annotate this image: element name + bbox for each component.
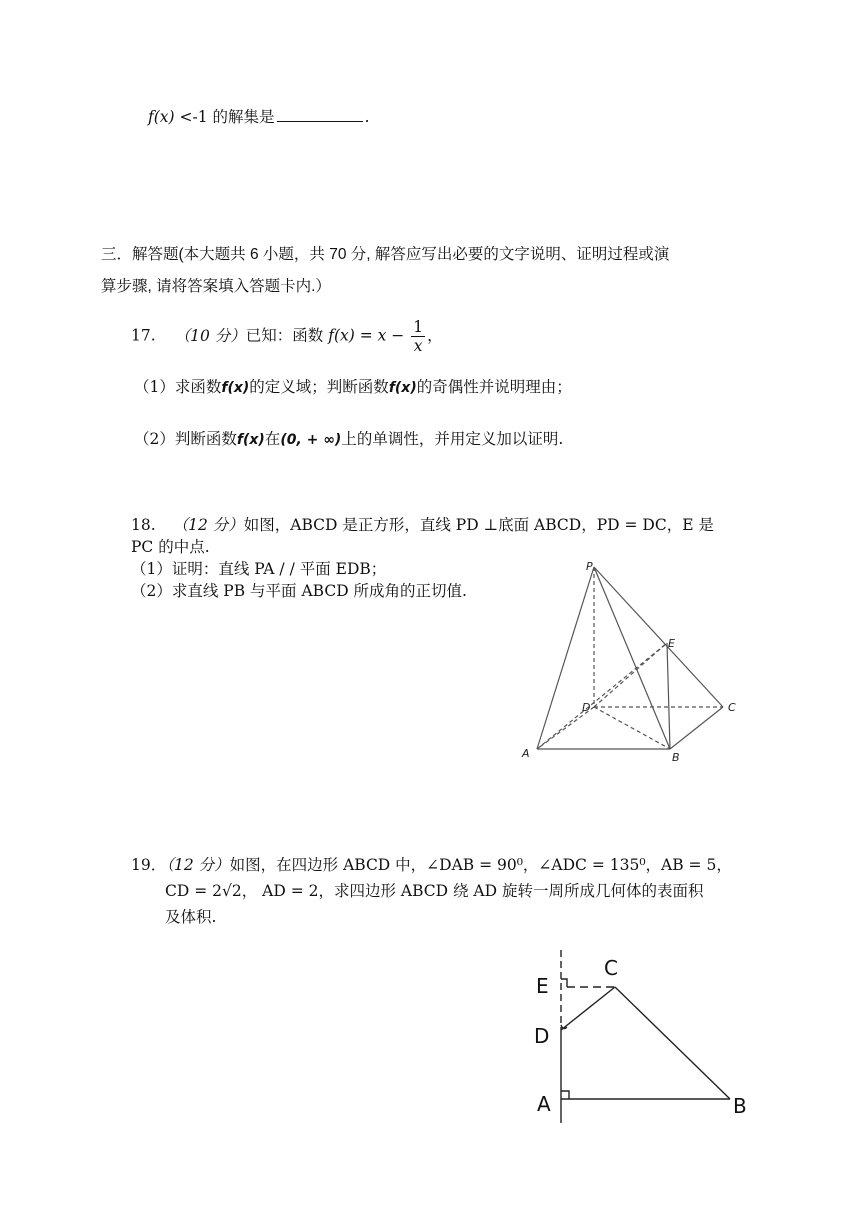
q17-part1 — [134, 376, 572, 399]
q17-p1-b: 的定义域；判断函数 — [249, 378, 389, 396]
q19-line3: 及体积. — [165, 908, 217, 926]
segment-DC — [561, 987, 615, 1030]
q16-ineq: <-1 — [179, 108, 208, 126]
q17-p2-fx: f(x) — [236, 432, 265, 448]
q17-p2-c: 上的单调性，并用定义加以证明. — [341, 430, 564, 448]
q17-fraction — [411, 318, 425, 355]
q16-text: 的解集是 — [212, 108, 275, 126]
q17-p1-fx2: f(x) — [388, 380, 417, 396]
q16-end: . — [364, 108, 370, 126]
label-D: D — [582, 701, 591, 714]
q17-number: 17. — [131, 326, 156, 345]
edge-PB — [594, 567, 670, 749]
q18-number: 18. — [131, 516, 156, 534]
q17-stem — [131, 318, 443, 355]
q17-frac-num: 1 — [413, 318, 424, 336]
q18-part1: （1）证明：直线 PA / / 平面 EDB； — [131, 560, 387, 578]
label-A: A — [537, 1092, 551, 1116]
q18-pyramid-figure — [510, 555, 750, 770]
q16-fx: f(x) — [148, 108, 175, 126]
q17-p2-b: 在 — [264, 430, 281, 448]
q19-line1: 如图，在四边形 ABCD 中，∠DAB = 90⁰，∠ADC = 135⁰，AB = 5， — [229, 856, 732, 874]
q16-tail — [148, 106, 370, 128]
label-B: B — [672, 751, 680, 764]
q17-part2 — [134, 428, 563, 451]
q17-score: （10 分） — [174, 326, 246, 345]
q17-p1-fx1: f(x) — [221, 380, 250, 396]
edge-EB — [667, 643, 670, 749]
q17-p2-interval: (0, + ∞) — [280, 432, 342, 448]
edge-BC — [670, 707, 723, 749]
label-C: C — [604, 956, 618, 980]
edge-PA — [537, 567, 594, 749]
q17-intro: 已知：函数 — [245, 326, 324, 345]
label-A: A — [522, 747, 530, 760]
segment-CB — [615, 987, 730, 1099]
q18-line2: PC 的中点. — [131, 538, 210, 556]
q18-stem — [131, 514, 714, 536]
right-angle-A — [561, 1091, 569, 1099]
q17-formula: f(x) = x − — [328, 326, 405, 345]
q17-p1-c: 的奇偶性并说明理由； — [416, 378, 572, 396]
edge-DB — [594, 707, 670, 749]
label-E: E — [536, 974, 549, 998]
label-B: B — [733, 1094, 747, 1118]
label-E: E — [668, 637, 675, 650]
section-3-title: 三．解答题(本大题共 6 小题，共 70 分, 解答应写出必要的文字说明、证明过程或演 — [101, 246, 670, 263]
q19-stem — [131, 854, 732, 876]
q17-comma: ， — [427, 326, 443, 345]
q19-score: （12 分） — [166, 856, 230, 874]
label-D: D — [534, 1024, 550, 1048]
answer-blank — [277, 107, 363, 122]
label-P: P — [586, 560, 593, 573]
edge-DE — [594, 643, 667, 707]
label-C: C — [728, 701, 736, 714]
q17-p1-a: （1）求函数 — [134, 378, 222, 396]
q19-line2: CD = 2√2， AD = 2，求四边形 ABCD 绕 AD 旋转一周所成几何体的表面积 — [165, 882, 704, 900]
q18-score: （12 分） — [172, 516, 244, 534]
q19-number: 19． — [131, 856, 167, 874]
q19-quadrilateral-figure — [525, 945, 765, 1130]
section-3-title-cont: 算步骤, 请将答案填入答题卡内.） — [101, 278, 331, 295]
q18-part2: （2）求直线 PB 与平面 ABCD 所成角的正切值. — [131, 582, 467, 600]
right-angle-E — [561, 979, 567, 987]
q17-p2-a: （2）判断函数 — [134, 430, 237, 448]
q18-line1: 如图，ABCD 是正方形，直线 PD ⊥底面 ABCD，PD = DC，E 是 — [243, 516, 714, 534]
q17-frac-den: x — [413, 337, 423, 355]
